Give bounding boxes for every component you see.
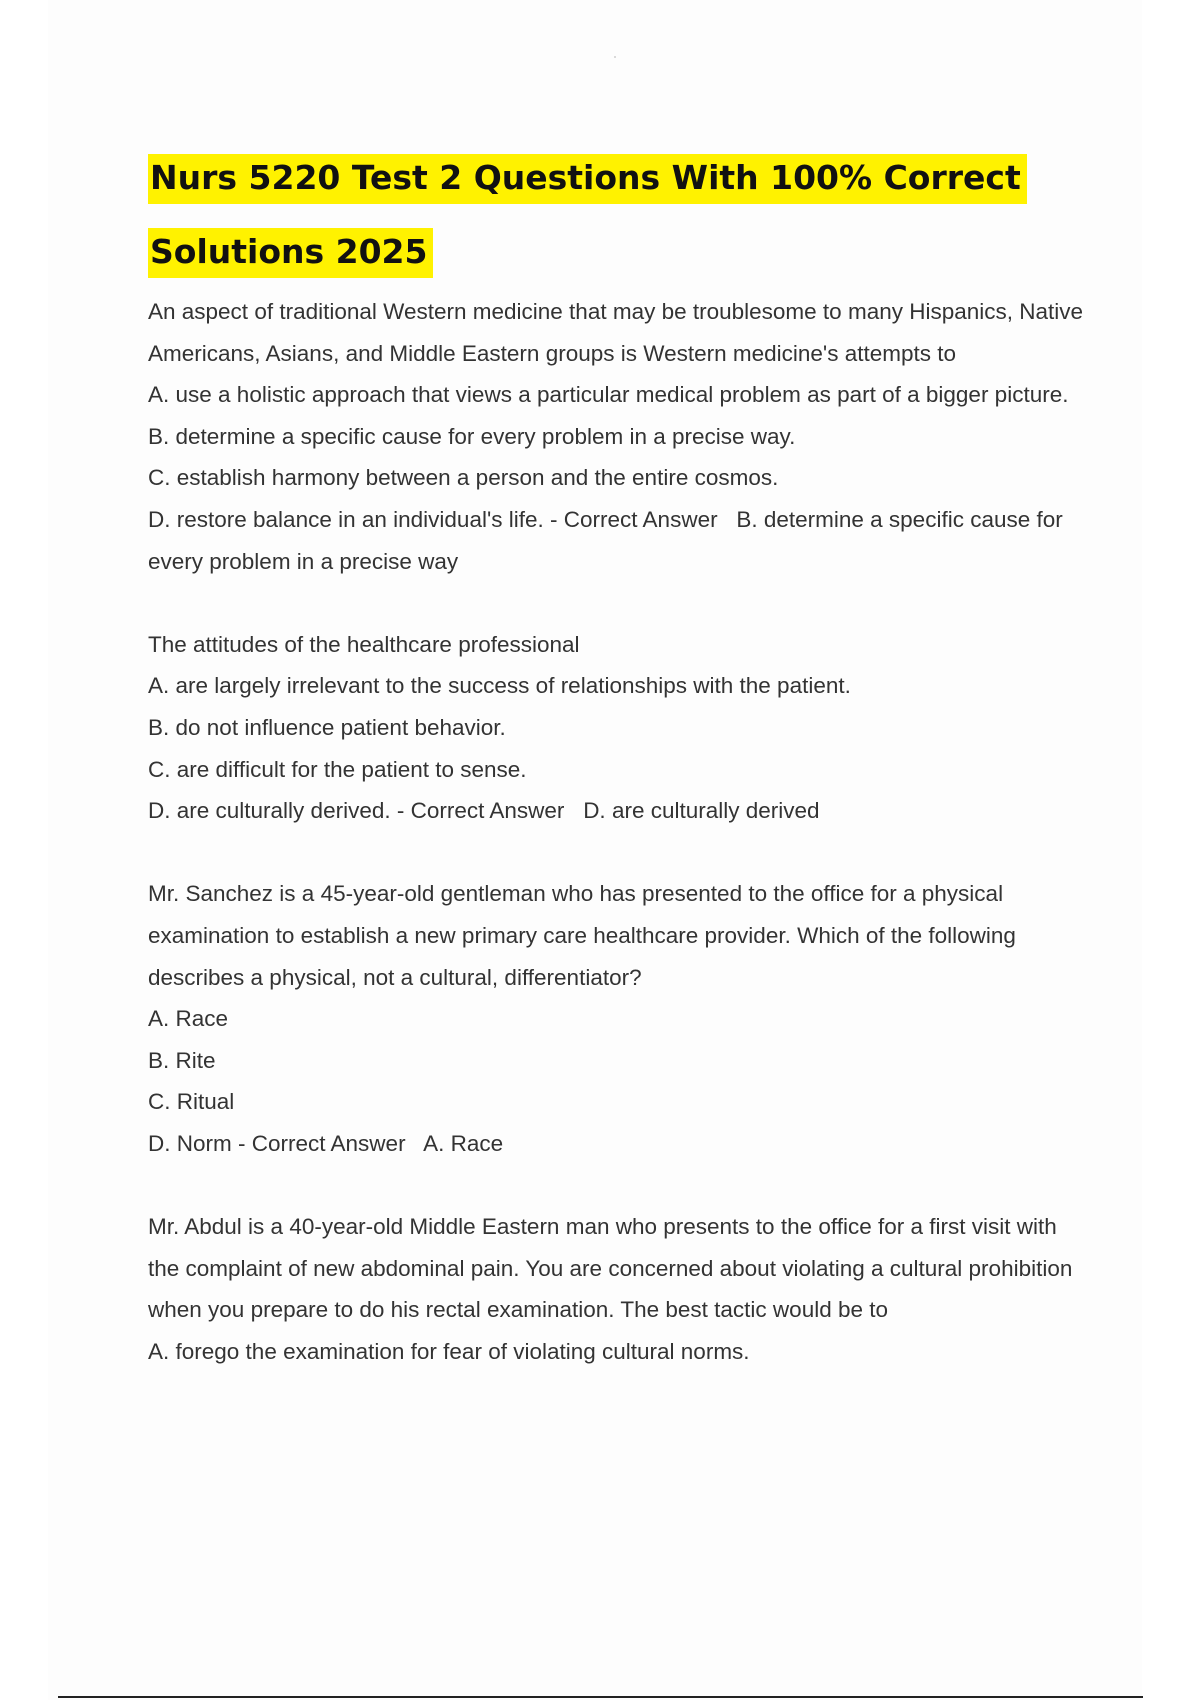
answer-option: D. Norm [148, 1130, 232, 1156]
question-stem: An aspect of traditional Western medicine that may be troublesome to many Hispanics, Native Americans, Asians, and Middle Eastern groups is Western medicine's attempts to [148, 299, 1084, 366]
answer-option: C. establish harmony between a person and the entire cosmos. [148, 465, 779, 491]
answer-option-with-answer [148, 1123, 1088, 1165]
correct-answer: D. are culturally derived [583, 798, 820, 824]
question-block-1 [148, 291, 1088, 582]
question-block-2 [148, 624, 1088, 832]
answer-option: A. are largely irrelevant to the success of relationships with the patient. [148, 673, 851, 699]
question-stem: The attitudes of the healthcare professional [148, 631, 580, 657]
correct-answer-label: - Correct Answer [550, 506, 718, 532]
questions-content [148, 291, 1088, 1414]
answer-option-with-answer [148, 499, 1088, 582]
question-stem: Mr. Abdul is a 40-year-old Middle Eastern man who presents to the office for a first visit with the complaint of new abdominal pain. You are concerned about violating a cultural prohibition when you prepare to do his rectal examination. The best tactic would be to [148, 1214, 1073, 1323]
answer-option: D. restore balance in an individual's life. [148, 506, 544, 532]
correct-answer-label: - Correct Answer [396, 798, 565, 824]
correct-answer: A. Race [423, 1130, 504, 1156]
correct-answer-label: - Correct Answer [238, 1130, 406, 1156]
answer-option: C. are difficult for the patient to sense. [148, 756, 527, 782]
answer-option: A. Race [148, 1006, 229, 1032]
correct-answer: B. determine a specific cause for every problem in a precise way [148, 506, 1063, 574]
answer-option: C. Ritual [148, 1089, 235, 1115]
document-title-line-2: Solutions 2025 [148, 228, 433, 278]
question-block-3 [148, 873, 1088, 1164]
answer-option: B. Rite [148, 1047, 216, 1073]
answer-option: A. forego the examination for fear of violating cultural norms. [148, 1338, 750, 1364]
question-block-4 [148, 1206, 1088, 1372]
answer-option: B. do not influence patient behavior. [148, 714, 506, 740]
answer-option: A. use a holistic approach that views a particular medical problem as part of a bigger picture. [148, 382, 1069, 408]
answer-option-with-answer [148, 790, 1088, 832]
answer-option: D. are culturally derived. [148, 798, 391, 824]
question-stem: Mr. Sanchez is a 45-year-old gentleman who has presented to the office for a physical examination to establish a new primary care healthcare provider. Which of the following describes a physical, not a cultural, differentiator? [148, 881, 1016, 990]
scan-speck [614, 56, 616, 58]
answer-option: B. determine a specific cause for every problem in a precise way. [148, 423, 796, 449]
document-title-line-1: Nurs 5220 Test 2 Questions With 100% Correct [148, 154, 1027, 204]
page-bottom-rule [58, 1696, 1143, 1698]
